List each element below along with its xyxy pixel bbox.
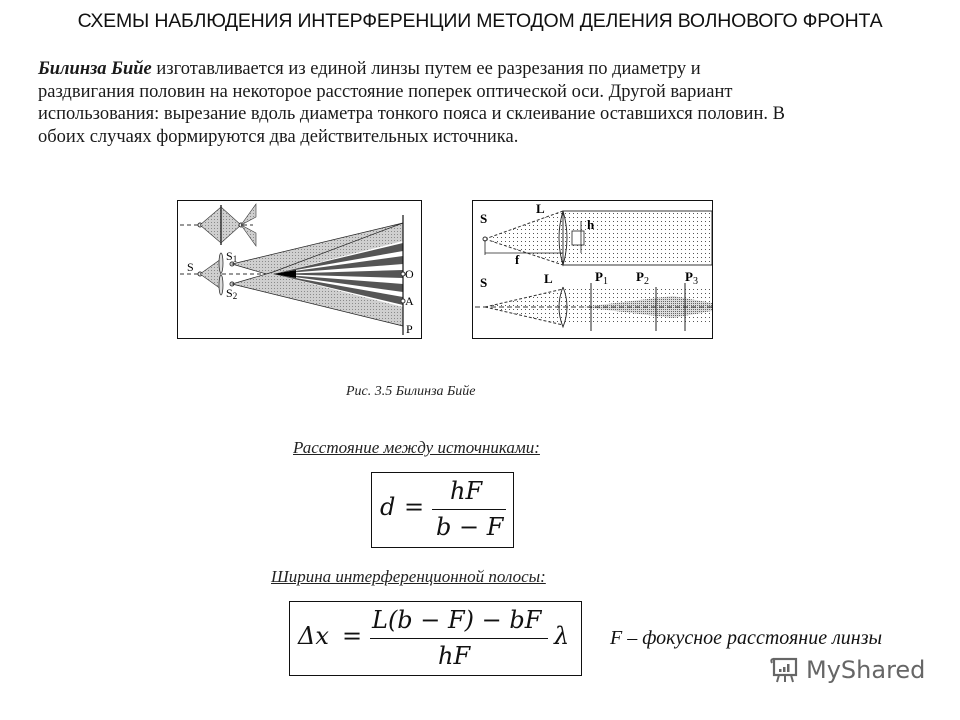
figure-lens-focal-setup	[472, 200, 713, 339]
focal-length-note: F – фокусное расстояние линзы	[610, 627, 883, 649]
figure-billet-lens-interference	[177, 200, 422, 339]
formula-d-lhs: d	[380, 493, 396, 521]
formula-d-numerator: hF	[450, 477, 483, 505]
label-S-top: S	[480, 211, 488, 226]
watermark	[770, 656, 925, 684]
watermark-text: MyShared	[806, 656, 926, 684]
formula-dx-eq: =	[342, 622, 363, 650]
figure-caption: Рис. 3.5 Билинза Бийе	[346, 384, 476, 399]
intro-term: Билинза Бийе	[38, 59, 152, 79]
intro-text: изготавливается из единой линзы путем ее разрезания по диаметру и раздвигания половин на некоторое расстояние поперек оптической оси. Другой вариант использования: вырезание вдоль диаметра тонкого пояса и склеивание оставшихся половин. В обоих случаях формируются два действительных источника.	[38, 59, 785, 147]
label-P1: $P_1$	[595, 269, 608, 287]
formula-dx-lhs: Δx	[298, 622, 329, 650]
formula-fringe-width	[289, 601, 582, 676]
label-L-bottom: L	[544, 271, 553, 286]
label-S1: S1	[226, 249, 238, 264]
label-O: O	[405, 267, 414, 281]
formula-d-denominator: b − F	[436, 513, 504, 541]
page-title: СХЕМЫ НАБЛЮДЕНИЯ ИНТЕРФЕРЕНЦИИ МЕТОДОМ ДЕЛЕНИЯ ВОЛНОВОГО ФРОНТА	[77, 10, 883, 32]
label-P3: $P_3$	[685, 269, 698, 287]
formula-d-eq: =	[404, 493, 425, 521]
label-S-bottom: S	[480, 275, 488, 290]
fraction-bar	[432, 509, 506, 510]
formula-dx-numerator: L(b − F) − bF	[372, 606, 542, 634]
intro-paragraph	[38, 58, 798, 148]
heading-fringe-width: Ширина интерференционной полосы:	[271, 567, 546, 586]
presentation-board-icon	[770, 656, 800, 684]
label-S: S	[187, 260, 194, 274]
heading-source-distance: Расстояние между источниками:	[293, 438, 540, 457]
label-A: A	[405, 294, 414, 308]
label-L-top: L	[536, 201, 545, 216]
formula-source-distance	[371, 472, 514, 548]
label-P2: $P_2$	[636, 269, 649, 287]
label-f: f	[515, 252, 520, 267]
label-P: P	[406, 322, 413, 336]
label-h: h	[587, 217, 595, 232]
lens-focal-diagram	[473, 201, 712, 338]
fraction-bar	[370, 638, 548, 639]
formula-dx-lambda: λ	[554, 622, 570, 650]
billet-lens-diagram	[178, 201, 421, 338]
formula-dx-denominator: hF	[438, 642, 471, 670]
label-S2: S2	[226, 286, 238, 301]
